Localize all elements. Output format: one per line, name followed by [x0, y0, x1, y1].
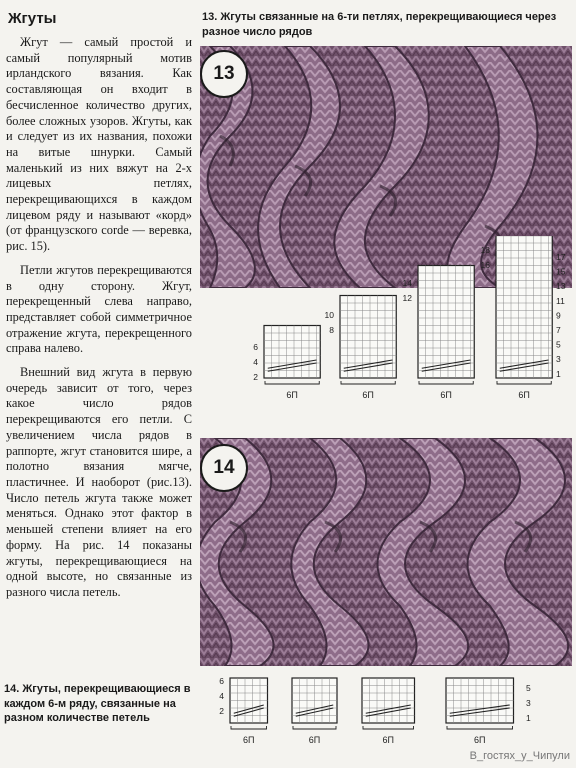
stitch-count-label: 6П [518, 390, 530, 400]
stitch-grid [264, 326, 320, 401]
row-number: 8 [329, 325, 334, 335]
figure-13-chart-diagram [240, 236, 576, 432]
row-number: 4 [219, 691, 224, 701]
row-number: 6 [253, 342, 258, 352]
stitch-grid [496, 236, 552, 400]
section-title: Жгуты [8, 10, 57, 27]
stitch-grid [230, 678, 268, 745]
row-number: 18 [480, 245, 490, 255]
row-number: 11 [556, 295, 565, 306]
row-number: 17 [556, 252, 566, 262]
row-number: 1 [526, 713, 531, 723]
figure-14-photo [200, 438, 572, 666]
stitch-count-label: 6П [474, 735, 486, 745]
paragraph: Жгут — самый простой и самый популярный мотив ирландского вязания. Как составляющая он входит в бесчисленное количество других, более сложных узоров. Жгуты, как и следует из их названия, похожи на витые шнурки. Самый маленький из них вяжут на 2-х лицевых петлях, перекрещивающихся в каждом лицевом ряду и называют «корд» (от французского corde — веревка, рис. 15). [6, 35, 192, 254]
knit-cable-image [200, 438, 572, 666]
row-number: 16 [480, 260, 490, 270]
bracket [363, 726, 414, 729]
stitch-charts-svg [208, 670, 564, 754]
stitch-count-label: 6П [440, 390, 452, 400]
row-number: 2 [219, 706, 224, 716]
row-number: 5 [526, 683, 531, 693]
row-number: 14 [402, 278, 412, 288]
row-number: 1 [556, 368, 561, 379]
stitch-charts-svg [240, 236, 576, 432]
row-number: 3 [526, 698, 531, 708]
paragraph: Внешний вид жгута в первую очередь зависит от того, через какое число рядов перекрещиваются его петли. С увеличением числа рядов в раппорте, жгут становится шире, а полотно вязания мягче, пластичнее. И наоборот (рис.13). Число петель жгута также может меняться. Однако этот фактор в меньшей степени влияет на его форму. На рис. 14 показаны жгуты, перекрещивающиеся на одной высоте, но связанные из разного числа петель. [6, 365, 192, 599]
stitch-grid [340, 296, 396, 401]
figure-13-badge: 13 [200, 50, 248, 98]
bracket [265, 381, 319, 384]
bracket [231, 726, 267, 729]
row-number: 15 [556, 266, 566, 277]
row-number: 2 [253, 372, 258, 382]
stitch-count-label: 6П [382, 735, 394, 745]
row-number: 6 [219, 676, 224, 686]
row-number: 4 [253, 357, 258, 367]
row-number: 5 [556, 339, 561, 350]
watermark: В_гостях_у_Чипули [469, 750, 570, 762]
paragraph: Петли жгутов перекрещиваются в одну сторону. Жгут, перекрещенный слева направо, представляет собой симметричное отражение жгута, перекрещенного справа налево. [6, 262, 192, 356]
stitch-grid [292, 678, 337, 745]
bracket [419, 381, 473, 384]
stitch-count-label: 6П [243, 735, 255, 745]
figure-13-caption: 13. Жгуты связанные на 6-ти петлях, перекрещивающиеся через разное число рядов [202, 11, 557, 38]
stitch-grid [418, 266, 474, 401]
row-number: 13 [556, 281, 566, 292]
article-body [6, 35, 192, 601]
stitch-count-label: 6П [286, 390, 298, 400]
bracket [341, 381, 395, 384]
row-number: 10 [324, 310, 334, 320]
row-number: 7 [556, 325, 561, 335]
stitch-grid [362, 678, 415, 745]
row-number: 9 [556, 310, 561, 321]
bracket [497, 381, 551, 384]
row-number: 3 [556, 354, 561, 365]
grid-frame [496, 236, 552, 378]
article-column [6, 8, 192, 609]
figure-14-chart-diagram [208, 670, 564, 754]
stitch-count-label: 6П [308, 735, 321, 745]
grid-frame [340, 296, 396, 379]
stitch-count-label: 6П [362, 390, 374, 400]
stitch-grid [446, 678, 514, 745]
row-number: 12 [402, 293, 412, 303]
figure-14-badge: 14 [200, 444, 248, 492]
bracket [447, 726, 513, 729]
bracket [293, 726, 336, 729]
figure-14-caption: 14. Жгуты, перекрещивающиеся в каждом 6-м ряду, связанные на разном количестве петель [4, 683, 191, 724]
